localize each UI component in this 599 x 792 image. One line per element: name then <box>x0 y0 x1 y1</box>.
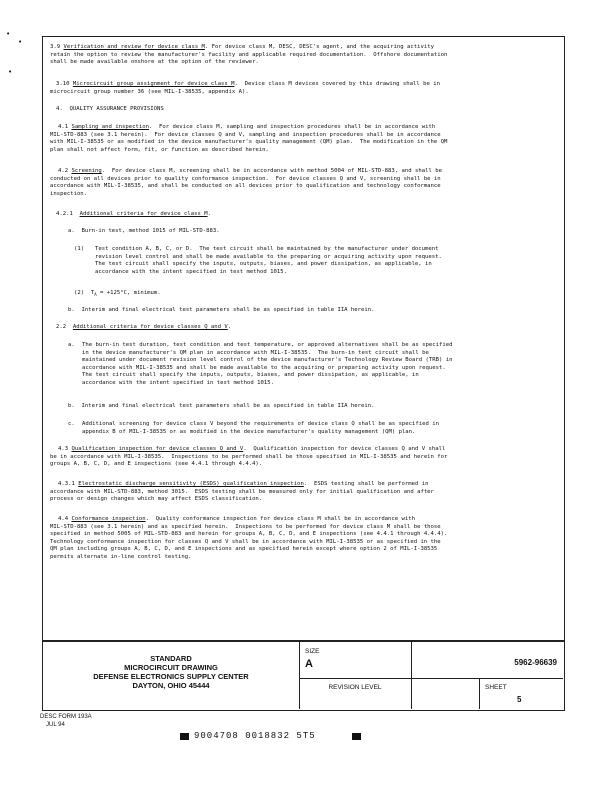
section-2-2: 2.2 Additional criteria for device classes Q and V. <box>56 324 232 330</box>
margin-dot: • <box>18 38 23 46</box>
sheet-label: SHEET <box>485 684 507 691</box>
section-4-3: 4.3 Qualification inspection for device classes Q and V. Qualification inspection for device classes Q and V shall be in accordance with MIL-I-38535. Inspections to be performed shall be those specified in MIL-I-38535 and herein for groups A, B, C, D, and E inspections (see 4.4.1 through 4.4.4). <box>50 446 448 468</box>
section-4-1: 4.1 Sampling and inspection. For device class M, sampling and inspection procedures shall be in accordance with MIL-STD-883 (see 3.1 herein). For device classes Q and V, sampling and inspection procedures shall be in accordance with MIL-I-38535 or as modified in the device manufacturer's quality management (QM) plan. The modification in the QM plan shall not affect form, fit, or function as described herein. <box>50 124 448 153</box>
section-4-3-1: 4.3.1 Electrostatic discharge sensitivity (ESDS) qualification inspection. ESDS testing shall be performed in accordance with MIL-STD-883, method 3015. ESDS testing shall be measured only for initial qualification and after process or design changes which may affect ESDS classification. <box>50 481 434 503</box>
drawing-number: 5962-96639 <box>514 658 557 667</box>
item-b: b. Interim and final electrical test parameters shall be as specified in table IIA herein. <box>68 307 375 313</box>
section-title: Qualification inspection for device classes Q and V <box>71 446 244 452</box>
sheet-number: 5 <box>517 695 522 704</box>
item-1-label: (1) <box>74 246 85 252</box>
item-1-text: Test condition A, B, C, or D. The test circuit shall be maintained by the manufacturer under document revision level control and shall be made available to the preparing or acquiring activity upon request. The test circuit shall specify the inputs, outputs, biases, and power dissipation, as applicable, in accordance with the intent specified in test method 1015. <box>95 246 442 275</box>
margin-dot: • <box>8 68 13 76</box>
issuing-organization: STANDARD MICROCIRCUIT DRAWING DEFENSE ELECTRONICS SUPPLY CENTER DAYTON, OHIO 45444 <box>93 654 249 690</box>
item-2: (2) $T_A = +125^\circ C$, minimum. <box>74 290 161 298</box>
section-title: Additional criteria for device classes Q and V <box>72 324 228 330</box>
section-4-2-1: 4.2.1 Additional criteria for device class M. <box>56 211 211 217</box>
form-number: DESC FORM 193A <box>40 714 92 720</box>
revision-level-label: REVISION LEVEL <box>328 684 382 691</box>
section-4-4: 4.4 Conformance inspection. Quality conformance inspection for device class M shall be in accordance with MIL-STD-883 (see 3.1 herein) and as specified herein. Inspections to be performed for device class M shall be those specified in method 5005 of MIL-STD-883 and herein for groups A, B, C, D, and E inspections (see 4.4.1 through 4.4.4). Technology conformance inspection for classes Q and V shall be in accordance with MIL-I-38535 or as specified in the QM plan including groups A, B, C, D, and E inspections and as specified herein except where option 2 of MIL-I-38535 permits alternate in-line control testing. <box>50 516 448 560</box>
section-title: Verification and review for device class M <box>63 44 205 50</box>
section-4-2: 4.2 Screening. For device class M, screening shall be in accordance with method 5004 of MIL-STD-883, and shall be conducted on all devices prior to quality conformance inspection. For device classes Q and V, screening shall be in accordance with MIL-I-38535, and shall be conducted on all devices prior to qualification and technology conformance inspection. <box>50 168 442 197</box>
item-c-label: c. <box>68 421 75 427</box>
item-a-burn-in: a. Burn-in test, method 1015 of MIL-STD-883. <box>68 228 220 234</box>
barcode-text: 9004708 0018832 5T5 <box>194 731 316 741</box>
section-3-9: 3.9 Verification and review for device class M. For device class M, DESC, DESC's agent, and the acquiring activity retain the option to review the manufacturer's facility and applicable required documentation. Offshore documentation shall be made available onshore at the option of the reviewer. <box>50 44 448 66</box>
barcode-block <box>352 733 361 740</box>
barcode-block <box>180 733 189 740</box>
section-3-10: 3.10 Microcircuit group assignment for device class M. Device class M devices covered by this drawing shall be in microcircuit group number 36 (see MIL-I-38535, appendix A). <box>50 81 440 95</box>
title-block <box>42 641 565 711</box>
form-date: JUL 94 <box>46 722 65 728</box>
size-label: SIZE <box>305 648 320 655</box>
margin-dot: • <box>6 30 11 38</box>
item-b-2: b. Interim and final electrical test parameters shall be as specified in table IIA herein. <box>68 403 375 409</box>
section-title: Conformance inspection <box>71 516 146 522</box>
section-title: Electrostatic discharge sensitivity (ESDS) qualification inspection <box>78 481 304 487</box>
item-a-text: The burn-in test duration, test condition and test temperature, or approved alternatives shall be as specified in the device manufacturer's QM plan in accordance with MIL-I-38535. The burn-in test circuit shall be maintained under document revision level control of the device manufacturer's Technology Review Board (TRB) in accordance with MIL-I-38535 and shall be made available to the acquiring or preparing activity upon request. The test circuit shall specify the inputs, outputs, biases, and power dissipation, as applicable, in accordance with the intent specified in test method 1015. <box>82 342 453 386</box>
section-title: Sampling and inspection <box>71 124 149 130</box>
size-value: A <box>305 658 313 670</box>
section-title: Additional criteria for device class M <box>79 211 208 217</box>
section-title: Microcircuit group assignment for device class M <box>72 81 235 87</box>
section-title: Screening <box>71 168 102 174</box>
item-c-text: Additional screening for device class V beyond the requirements of device class Q shall be as specified in appendix B of MIL-I-38535 or as modified in the device manufacturer's quality management (QM) plan. <box>82 421 439 435</box>
item-a-label: a. <box>68 342 75 348</box>
section-4-heading: 4. QUALITY ASSURANCE PROVISIONS <box>56 106 164 112</box>
